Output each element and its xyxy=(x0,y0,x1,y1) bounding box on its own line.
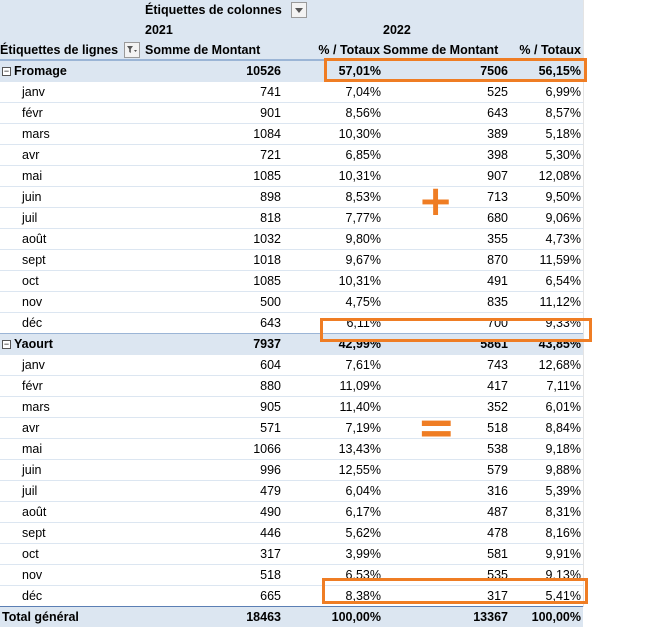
month-label: juil xyxy=(0,481,143,502)
pct-2022: 8,84% xyxy=(510,418,583,439)
amount-2021: 643 xyxy=(143,313,283,334)
group-amount-2021: 10526 xyxy=(143,61,283,82)
amount-2021: 571 xyxy=(143,418,283,439)
grand-total-amount-2022: 13367 xyxy=(383,607,510,627)
month-label: août xyxy=(0,502,143,523)
amount-2022: 317 xyxy=(383,586,510,607)
pct-2022: 9,13% xyxy=(510,565,583,586)
month-label: sept xyxy=(0,523,143,544)
group-name: Fromage xyxy=(14,64,67,78)
amount-2022: 713 xyxy=(383,187,510,208)
month-label: août xyxy=(0,229,143,250)
amount-2021: 665 xyxy=(143,586,283,607)
amount-2022: 538 xyxy=(383,439,510,460)
amount-2022: 700 xyxy=(383,313,510,334)
amount-2021: 898 xyxy=(143,187,283,208)
month-label: juin xyxy=(0,187,143,208)
pct-2022: 9,06% xyxy=(510,208,583,229)
pct-2021: 6,53% xyxy=(283,565,383,586)
table-row xyxy=(0,439,583,460)
month-label: avr xyxy=(0,145,143,166)
table-row xyxy=(0,376,583,397)
measure-pct-2021: % / Totaux xyxy=(290,40,380,60)
table-row xyxy=(0,544,583,565)
pct-2021: 9,67% xyxy=(283,250,383,271)
table-row xyxy=(0,481,583,502)
pct-2021: 10,30% xyxy=(283,124,383,145)
table-row xyxy=(0,292,583,313)
pct-2022: 6,01% xyxy=(510,397,583,418)
table-row xyxy=(0,460,583,481)
pct-2022: 5,30% xyxy=(510,145,583,166)
plus-annotation: + xyxy=(418,180,453,222)
pct-2021: 7,19% xyxy=(283,418,383,439)
amount-2022: 835 xyxy=(383,292,510,313)
pct-2021: 7,77% xyxy=(283,208,383,229)
amount-2022: 389 xyxy=(383,124,510,145)
group-pct-2022: 43,85% xyxy=(510,334,583,355)
amount-2021: 1084 xyxy=(143,124,283,145)
pct-2022: 8,31% xyxy=(510,502,583,523)
column-labels-header: Étiquettes de colonnes xyxy=(145,0,282,20)
table-row xyxy=(0,208,583,229)
month-label: déc xyxy=(0,586,143,607)
pct-2021: 11,09% xyxy=(283,376,383,397)
pct-2021: 6,17% xyxy=(283,502,383,523)
pct-2021: 3,99% xyxy=(283,544,383,565)
pct-2021: 12,55% xyxy=(283,460,383,481)
group-row-fromage[interactable] xyxy=(0,61,583,82)
pct-2021: 8,38% xyxy=(283,586,383,607)
month-label: janv xyxy=(0,82,143,103)
pct-2021: 8,53% xyxy=(283,187,383,208)
group-amount-2022: 7506 xyxy=(383,61,510,82)
group-label[interactable] xyxy=(0,334,143,355)
pct-2022: 9,33% xyxy=(510,313,583,334)
month-label: mars xyxy=(0,124,143,145)
table-row xyxy=(0,586,583,607)
amount-2022: 355 xyxy=(383,229,510,250)
grand-total-amount-2021: 18463 xyxy=(143,607,283,627)
month-label: avr xyxy=(0,418,143,439)
pct-2022: 9,18% xyxy=(510,439,583,460)
group-label[interactable] xyxy=(0,61,143,82)
pct-2022: 11,59% xyxy=(510,250,583,271)
pct-2021: 9,80% xyxy=(283,229,383,250)
table-row xyxy=(0,355,583,376)
table-row xyxy=(0,313,583,334)
month-label: nov xyxy=(0,565,143,586)
chevron-down-icon xyxy=(295,8,303,13)
month-label: juin xyxy=(0,460,143,481)
amount-2022: 680 xyxy=(383,208,510,229)
year-header-2022: 2022 xyxy=(383,20,411,40)
amount-2021: 317 xyxy=(143,544,283,565)
row-labels-header: Étiquettes de lignes xyxy=(0,40,118,60)
pct-2022: 5,41% xyxy=(510,586,583,607)
pct-2022: 9,91% xyxy=(510,544,583,565)
amount-2021: 880 xyxy=(143,376,283,397)
month-label: janv xyxy=(0,355,143,376)
pct-2021: 11,40% xyxy=(283,397,383,418)
grand-total-pct-2021: 100,00% xyxy=(283,607,383,627)
row-filter-button[interactable] xyxy=(124,42,140,58)
filter-dropdown-icon xyxy=(126,44,138,56)
amount-2022: 417 xyxy=(383,376,510,397)
amount-2021: 490 xyxy=(143,502,283,523)
table-row xyxy=(0,271,583,292)
measure-pct-2022: % / Totaux xyxy=(492,40,581,60)
table-row xyxy=(0,502,583,523)
amount-2022: 907 xyxy=(383,166,510,187)
month-label: oct xyxy=(0,544,143,565)
year-header-2021: 2021 xyxy=(145,20,173,40)
table-row xyxy=(0,187,583,208)
amount-2022: 535 xyxy=(383,565,510,586)
group-row-yaourt[interactable] xyxy=(0,334,583,355)
month-label: sept xyxy=(0,250,143,271)
equals-annotation: = xyxy=(417,404,456,450)
pct-2021: 8,56% xyxy=(283,103,383,124)
collapse-minus-icon[interactable]: − xyxy=(2,67,11,76)
pct-2022: 6,99% xyxy=(510,82,583,103)
pct-2021: 6,04% xyxy=(283,481,383,502)
table-row xyxy=(0,145,583,166)
group-pct-2021: 42,99% xyxy=(283,334,383,355)
amount-2022: 316 xyxy=(383,481,510,502)
month-label: juil xyxy=(0,208,143,229)
grand-total-row xyxy=(0,607,583,627)
amount-2021: 901 xyxy=(143,103,283,124)
amount-2022: 643 xyxy=(383,103,510,124)
table-row xyxy=(0,250,583,271)
header-row-2 xyxy=(0,20,583,40)
pct-2021: 13,43% xyxy=(283,439,383,460)
collapse-minus-icon[interactable]: − xyxy=(2,340,11,349)
month-label: mai xyxy=(0,439,143,460)
pct-2022: 8,16% xyxy=(510,523,583,544)
month-label: févr xyxy=(0,103,143,124)
group-pct-2022: 56,15% xyxy=(510,61,583,82)
month-label: mai xyxy=(0,166,143,187)
amount-2021: 446 xyxy=(143,523,283,544)
amount-2021: 1018 xyxy=(143,250,283,271)
table-row xyxy=(0,166,583,187)
pct-2021: 10,31% xyxy=(283,271,383,292)
amount-2021: 500 xyxy=(143,292,283,313)
measure-amount-2021: Somme de Montant xyxy=(145,40,260,60)
month-label: oct xyxy=(0,271,143,292)
table-row xyxy=(0,565,583,586)
column-filter-button[interactable] xyxy=(291,2,307,18)
amount-2022: 478 xyxy=(383,523,510,544)
month-label: mars xyxy=(0,397,143,418)
amount-2022: 398 xyxy=(383,145,510,166)
amount-2021: 1085 xyxy=(143,166,283,187)
amount-2021: 518 xyxy=(143,565,283,586)
pct-2022: 9,50% xyxy=(510,187,583,208)
amount-2021: 1085 xyxy=(143,271,283,292)
pct-2021: 6,11% xyxy=(283,313,383,334)
grand-total-pct-2022: 100,00% xyxy=(510,607,583,627)
pct-2022: 7,11% xyxy=(510,376,583,397)
group-name: Yaourt xyxy=(14,337,53,351)
amount-2022: 518 xyxy=(383,418,510,439)
table-row xyxy=(0,397,583,418)
amount-2022: 352 xyxy=(383,397,510,418)
table-row xyxy=(0,523,583,544)
amount-2021: 479 xyxy=(143,481,283,502)
amount-2021: 604 xyxy=(143,355,283,376)
measure-amount-2022: Somme de Montant xyxy=(383,40,498,60)
pivot-body xyxy=(0,61,583,627)
pct-2022: 12,68% xyxy=(510,355,583,376)
table-row xyxy=(0,82,583,103)
pct-2022: 8,57% xyxy=(510,103,583,124)
amount-2021: 996 xyxy=(143,460,283,481)
pct-2022: 5,18% xyxy=(510,124,583,145)
amount-2021: 721 xyxy=(143,145,283,166)
pct-2021: 7,61% xyxy=(283,355,383,376)
month-label: déc xyxy=(0,313,143,334)
amount-2021: 818 xyxy=(143,208,283,229)
amount-2021: 741 xyxy=(143,82,283,103)
table-row xyxy=(0,124,583,145)
pivot-table xyxy=(0,60,583,627)
pct-2021: 5,62% xyxy=(283,523,383,544)
amount-2022: 870 xyxy=(383,250,510,271)
amount-2021: 1066 xyxy=(143,439,283,460)
table-row xyxy=(0,229,583,250)
month-label: nov xyxy=(0,292,143,313)
pct-2022: 9,88% xyxy=(510,460,583,481)
pct-2022: 12,08% xyxy=(510,166,583,187)
amount-2021: 905 xyxy=(143,397,283,418)
table-row xyxy=(0,103,583,124)
grid-line xyxy=(583,0,584,607)
pct-2021: 4,75% xyxy=(283,292,383,313)
amount-2022: 579 xyxy=(383,460,510,481)
table-row xyxy=(0,418,583,439)
amount-2022: 743 xyxy=(383,355,510,376)
amount-2022: 581 xyxy=(383,544,510,565)
amount-2022: 525 xyxy=(383,82,510,103)
group-pct-2021: 57,01% xyxy=(283,61,383,82)
pct-2021: 10,31% xyxy=(283,166,383,187)
pct-2022: 5,39% xyxy=(510,481,583,502)
amount-2021: 1032 xyxy=(143,229,283,250)
pct-2022: 4,73% xyxy=(510,229,583,250)
amount-2022: 491 xyxy=(383,271,510,292)
pct-2021: 6,85% xyxy=(283,145,383,166)
amount-2022: 487 xyxy=(383,502,510,523)
month-label: févr xyxy=(0,376,143,397)
group-amount-2021: 7937 xyxy=(143,334,283,355)
group-amount-2022: 5861 xyxy=(383,334,510,355)
grand-total-label: Total général xyxy=(0,607,143,627)
pct-2022: 11,12% xyxy=(510,292,583,313)
pct-2021: 7,04% xyxy=(283,82,383,103)
pct-2022: 6,54% xyxy=(510,271,583,292)
